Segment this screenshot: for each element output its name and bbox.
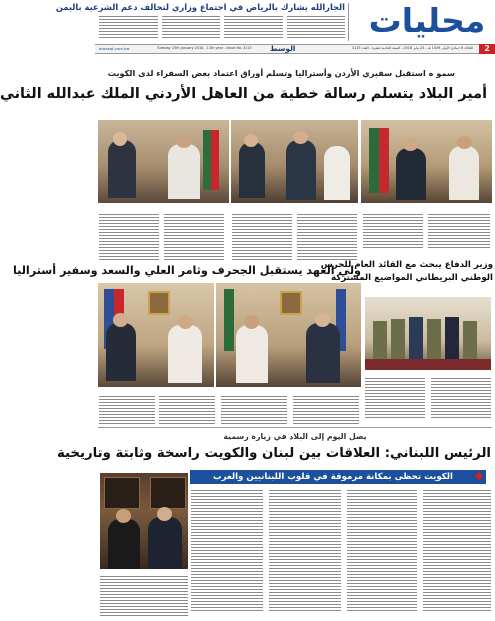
lebanon-kicker: يصل اليوم إلى البلاد في زيارة رسمية (223, 432, 367, 441)
lead-body-col-5 (363, 214, 423, 250)
defense-headline-line1: وزير الدفاع يبحث مع القائد العام للحرس (320, 260, 493, 270)
defense-body-col-1 (365, 378, 425, 420)
top-story (55, 2, 345, 42)
lead-body-col-6 (428, 214, 490, 250)
lead-photo-3 (361, 120, 492, 203)
lead-kicker: سمو ه استقبل سفيري الأردن وأستراليا وتسلم أوراق اعتماد بعض السفراء لدى الكويت (107, 68, 455, 78)
date-line-ar: الثلاثاء 6 جمادى الأولى 1439 هـ - 23 يناير 2018 - السنة الحادية عشرة - العدد 3115 (351, 46, 473, 50)
lead-body-col-3 (232, 214, 292, 262)
crown-prince-headline: ولي العهد يستقبل الجحرف وثامر العلي والسعد وسفير أستراليا (12, 264, 361, 277)
lebanon-subheadline-bar (190, 470, 486, 484)
diamond-bullet-icon (475, 472, 483, 480)
crown-prince-photo-2 (216, 283, 361, 387)
lead-body-col-1 (99, 214, 159, 262)
page-number-badge (479, 44, 495, 54)
date-bar (95, 44, 495, 54)
crown-prince-body-col-1 (99, 396, 155, 426)
lebanon-divider (98, 427, 492, 428)
lebanon-body-col-2 (269, 490, 341, 613)
lead-body-col-2 (164, 214, 224, 262)
lebanon-headline: الرئيس اللبناني: العلاقات بين لبنان والكويت راسخة وثابتة وتاريخية (56, 446, 491, 461)
masthead-divider (348, 3, 349, 41)
top-story-headline: الجارالله يشارك بالرياض في اجتماع وزاري لتحالف دعم الشرعية باليمن (55, 2, 345, 12)
date-line-en: Tuesday 23th January 2018 - 11th year - Issue No. 3115 (157, 46, 252, 50)
lebanon-body-col-3 (347, 490, 417, 613)
masthead (55, 0, 495, 53)
website[interactable]: alwasat.com.kw (99, 46, 130, 51)
crown-prince-photo-1 (98, 283, 214, 387)
defense-photo (365, 297, 491, 370)
brand-logo: الوسط (270, 44, 296, 53)
lebanon-subheadline: الكويت تحظى بمكانة مرموقة في قلوب اللبنانيين والعرب (213, 472, 453, 482)
lebanon-body-col-4 (423, 490, 491, 613)
lead-photo-1 (98, 120, 229, 203)
lebanon-body-col-1 (191, 490, 263, 613)
lead-body-col-4 (297, 214, 357, 262)
defense-body-col-2 (431, 378, 491, 420)
page-number: 2 (484, 44, 490, 53)
lead-headline: أمير البلاد يتسلم رسالة خطية من العاهل الأردني الملك عبدالله الثاني (0, 86, 487, 102)
top-story-text (99, 16, 345, 40)
lebanon-photo (100, 473, 188, 569)
defense-headline-line2: الوطني البريطاني المواضيع المشتركة (330, 273, 493, 283)
lead-photo-2 (231, 120, 358, 203)
crown-prince-body-col-3 (221, 396, 287, 426)
crown-prince-body-col-4 (293, 396, 359, 426)
crown-prince-body-col-2 (159, 396, 215, 426)
section-title: محليات (368, 1, 486, 40)
lebanon-body-under-photo (100, 576, 188, 618)
